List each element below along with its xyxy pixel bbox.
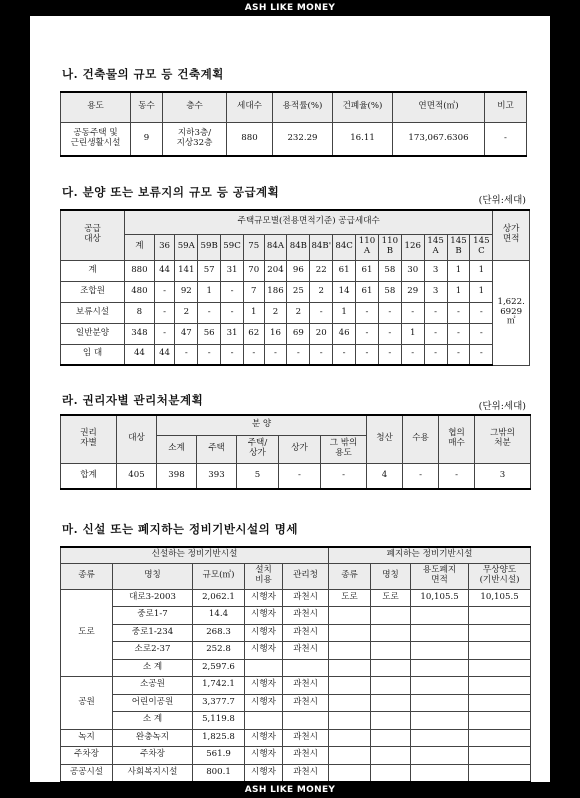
table-cell: -: [401, 302, 424, 323]
row-label: 일반분양: [61, 323, 125, 344]
table-cell: 시행자: [245, 747, 283, 765]
category-label: 공원: [61, 677, 113, 730]
table-cell: -: [401, 344, 424, 365]
table-cell: 25: [287, 281, 310, 302]
category-label: 도로: [61, 589, 113, 677]
table-row: [61, 747, 531, 765]
table-cell: 시행자: [245, 764, 283, 782]
column-header: 84B: [287, 234, 310, 260]
building-plan-table: [60, 91, 527, 157]
column-header: 59B: [198, 234, 221, 260]
empty-cell: [371, 712, 411, 730]
column-header: 소계: [157, 435, 197, 463]
table-cell: 과천시: [283, 677, 329, 695]
column-group-header: 신설하는 정비기반시설: [61, 547, 329, 563]
column-header: 동수: [131, 92, 163, 122]
empty-cell: [411, 764, 469, 782]
table-cell: -: [356, 323, 379, 344]
empty-cell: [469, 659, 531, 677]
table-row: [61, 415, 531, 435]
table-cell: -: [287, 344, 310, 365]
table-cell: 2,597.6: [193, 659, 245, 677]
table-cell: -: [264, 344, 287, 365]
column-header: 규모(㎡): [193, 563, 245, 589]
shop-area-cell: 1,622. 6929 ㎡: [493, 260, 530, 365]
table-cell: 44: [154, 344, 175, 365]
column-header: 협의 매수: [439, 415, 475, 463]
column-header: 청산: [367, 415, 403, 463]
table-cell: 252.8: [193, 642, 245, 660]
column-header: 84B': [310, 234, 333, 260]
table-cell: -: [485, 122, 527, 156]
empty-cell: [329, 694, 371, 712]
table-cell: 29: [401, 281, 424, 302]
column-header: 세대수: [227, 92, 273, 122]
column-header: 건폐율(%): [333, 92, 393, 122]
empty-cell: [371, 747, 411, 765]
column-header: 종류: [61, 563, 113, 589]
table-cell: 과천시: [283, 607, 329, 625]
empty-cell: [411, 677, 469, 695]
table-cell: 1: [243, 302, 264, 323]
table-cell: 공동주택 및 근린생활시설: [61, 122, 131, 156]
table-cell: 과천시: [283, 589, 329, 607]
column-header: 59A: [175, 234, 198, 260]
table-cell: -: [175, 344, 198, 365]
table-cell: -: [447, 323, 470, 344]
row-label: 보류시설: [61, 302, 125, 323]
empty-cell: [329, 747, 371, 765]
top-banner: ASH LIKE MONEY: [0, 0, 580, 16]
column-header: 145 C: [470, 234, 493, 260]
table-cell: 소 계: [113, 659, 193, 677]
table-cell: 405: [117, 463, 157, 489]
table-cell: 1,825.8: [193, 729, 245, 747]
table-cell: 69: [287, 323, 310, 344]
table-cell: 173,067.6306: [393, 122, 485, 156]
empty-cell: [329, 677, 371, 695]
table-cell: 348: [125, 323, 155, 344]
column-header: 연면적(㎡): [393, 92, 485, 122]
table-cell: 96: [287, 260, 310, 281]
table-cell: 30: [401, 260, 424, 281]
table-cell: 62: [243, 323, 264, 344]
table-cell: -: [198, 344, 221, 365]
column-header: 용적률(%): [273, 92, 333, 122]
table-row: [61, 642, 531, 660]
table-cell: 소공원: [113, 677, 193, 695]
empty-cell: [371, 624, 411, 642]
empty-cell: [371, 607, 411, 625]
table-cell: -: [439, 463, 475, 489]
table-cell: 3: [424, 260, 447, 281]
table-cell: 1: [470, 260, 493, 281]
table-cell: 8: [125, 302, 155, 323]
infrastructure-table: [60, 546, 531, 783]
table-cell: 시행자: [245, 624, 283, 642]
table-row: [61, 712, 531, 730]
table-cell: [283, 712, 329, 730]
column-header: 종류: [329, 563, 371, 589]
column-header: 명칭: [371, 563, 411, 589]
rights-plan-table: [60, 414, 531, 490]
table-cell: -: [243, 344, 264, 365]
column-header: 관리청: [283, 563, 329, 589]
table-cell: 44: [125, 344, 155, 365]
table-row: [61, 302, 530, 323]
column-header: 110 B: [378, 234, 401, 260]
table-cell: 3: [475, 463, 531, 489]
table-cell: 92: [175, 281, 198, 302]
empty-cell: [411, 747, 469, 765]
table-cell: 22: [310, 260, 333, 281]
table-cell: 14.4: [193, 607, 245, 625]
empty-cell: [329, 642, 371, 660]
table-cell: 204: [264, 260, 287, 281]
table-row: [61, 624, 531, 642]
table-cell: 16: [264, 323, 287, 344]
table-row: [61, 323, 530, 344]
rights-unit-label: (단위:세대): [478, 401, 526, 412]
table-cell: 1: [401, 323, 424, 344]
table-cell: 10,105.5: [469, 589, 531, 607]
empty-cell: [371, 764, 411, 782]
empty-cell: [371, 677, 411, 695]
column-header: 145 A: [424, 234, 447, 260]
table-cell: 393: [197, 463, 237, 489]
column-header: 명칭: [113, 563, 193, 589]
column-header: 층수: [163, 92, 227, 122]
table-cell: 186: [264, 281, 287, 302]
column-header: 75: [243, 234, 264, 260]
empty-cell: [469, 747, 531, 765]
column-header: 그밖의 처분: [475, 415, 531, 463]
table-row: [61, 694, 531, 712]
table-cell: 시행자: [245, 694, 283, 712]
column-header: 수용: [403, 415, 439, 463]
table-cell: -: [378, 344, 401, 365]
table-cell: -: [447, 302, 470, 323]
table-cell: -: [470, 323, 493, 344]
empty-cell: [411, 659, 469, 677]
column-header: 주택규모별(전용면적기준) 공급세대수: [125, 210, 493, 234]
table-cell: -: [221, 344, 244, 365]
table-cell: -: [403, 463, 439, 489]
row-label: 계: [61, 260, 125, 281]
empty-cell: [469, 729, 531, 747]
table-row: [61, 764, 531, 782]
supply-plan-table: [60, 209, 530, 366]
table-cell: -: [356, 302, 379, 323]
table-cell: 5: [237, 463, 279, 489]
table-cell: [283, 659, 329, 677]
table-cell: 20: [310, 323, 333, 344]
table-cell: 14: [333, 281, 356, 302]
table-cell: 880: [227, 122, 273, 156]
empty-cell: [411, 694, 469, 712]
empty-cell: [469, 624, 531, 642]
column-group-header: 폐지하는 정비기반시설: [329, 547, 531, 563]
table-cell: 합계: [61, 463, 117, 489]
column-header: 대상: [117, 415, 157, 463]
column-header: 공급 대상: [61, 210, 125, 260]
table-cell: 16.11: [333, 122, 393, 156]
table-cell: 3,377.7: [193, 694, 245, 712]
table-cell: 과천시: [283, 729, 329, 747]
table-row: [61, 677, 531, 695]
table-cell: 61: [333, 260, 356, 281]
table-cell: -: [198, 302, 221, 323]
column-header: 59C: [221, 234, 244, 260]
empty-cell: [411, 607, 469, 625]
empty-cell: [469, 712, 531, 730]
table-cell: 31: [221, 260, 244, 281]
table-cell: 1: [470, 281, 493, 302]
supply-unit-label: (단위:세대): [478, 195, 526, 206]
table-cell: -: [310, 344, 333, 365]
table-cell: 561.9: [193, 747, 245, 765]
table-cell: 141: [175, 260, 198, 281]
table-cell: 지하3층/ 지상32층: [163, 122, 227, 156]
table-row: [61, 344, 530, 365]
table-cell: 시행자: [245, 589, 283, 607]
table-cell: -: [470, 302, 493, 323]
table-cell: 시행자: [245, 607, 283, 625]
empty-cell: [329, 764, 371, 782]
empty-cell: [411, 729, 469, 747]
empty-cell: [411, 712, 469, 730]
column-header: 설치 비용: [245, 563, 283, 589]
table-row: [61, 260, 530, 281]
table-row: [61, 659, 531, 677]
table-cell: 46: [333, 323, 356, 344]
table-cell: -: [154, 281, 175, 302]
column-header: 36: [154, 234, 175, 260]
table-cell: 2: [310, 281, 333, 302]
table-row: [61, 563, 531, 589]
table-cell: 2,062.1: [193, 589, 245, 607]
table-cell: 2: [175, 302, 198, 323]
table-cell: -: [279, 463, 321, 489]
column-header: 비고: [485, 92, 527, 122]
empty-cell: [469, 677, 531, 695]
table-cell: -: [154, 302, 175, 323]
row-label: 임 대: [61, 344, 125, 365]
empty-cell: [411, 642, 469, 660]
column-header: 용도폐지 면적: [411, 563, 469, 589]
table-cell: 2: [287, 302, 310, 323]
table-cell: 도로: [329, 589, 371, 607]
section-title-building: 나. 건축물의 규모 등 건축계획: [62, 67, 224, 81]
table-row: [61, 210, 530, 234]
column-header: 그 밖의 용도: [321, 435, 367, 463]
table-cell: 어린이공원: [113, 694, 193, 712]
table-cell: -: [447, 344, 470, 365]
table-cell: 1,742.1: [193, 677, 245, 695]
table-header-row: [61, 92, 527, 122]
column-header: 권리 자별: [61, 415, 117, 463]
table-cell: 880: [125, 260, 155, 281]
table-cell: 소로2-37: [113, 642, 193, 660]
table-cell: 시행자: [245, 677, 283, 695]
table-cell: 주차장: [113, 747, 193, 765]
table-cell: -: [310, 302, 333, 323]
column-header: 무상양도 (기반시설): [469, 563, 531, 589]
column-header: 계: [125, 234, 155, 260]
table-cell: 도로: [371, 589, 411, 607]
table-cell: 1: [333, 302, 356, 323]
table-cell: -: [333, 344, 356, 365]
table-cell: 44: [154, 260, 175, 281]
empty-cell: [469, 694, 531, 712]
table-cell: 3: [424, 281, 447, 302]
table-cell: 70: [243, 260, 264, 281]
table-cell: [245, 659, 283, 677]
table-row: [61, 589, 531, 607]
table-cell: 시행자: [245, 642, 283, 660]
table-cell: 58: [378, 281, 401, 302]
table-cell: 과천시: [283, 694, 329, 712]
table-cell: 10,105.5: [411, 589, 469, 607]
section-title-supply: 다. 분양 또는 보류지의 규모 등 공급계획: [62, 185, 280, 199]
table-cell: 268.3: [193, 624, 245, 642]
empty-cell: [329, 712, 371, 730]
table-cell: 56: [198, 323, 221, 344]
table-cell: 9: [131, 122, 163, 156]
table-cell: 31: [221, 323, 244, 344]
table-row: [61, 281, 530, 302]
table-cell: -: [378, 302, 401, 323]
empty-cell: [469, 642, 531, 660]
document-page: [30, 16, 550, 782]
category-label: 녹지: [61, 729, 113, 747]
table-cell: -: [321, 463, 367, 489]
category-label: 주차장: [61, 747, 113, 765]
empty-cell: [371, 659, 411, 677]
bottom-banner: ASH LIKE MONEY: [0, 782, 580, 798]
column-header: 상가: [279, 435, 321, 463]
column-header: 126: [401, 234, 424, 260]
table-row: [61, 463, 531, 489]
section-title-rights: 라. 권리자별 관리처분계획: [62, 393, 204, 407]
table-cell: -: [424, 302, 447, 323]
section-title-infra: 마. 신설 또는 폐지하는 정비기반시설의 명세: [62, 522, 298, 536]
table-cell: 4: [367, 463, 403, 489]
table-cell: 232.29: [273, 122, 333, 156]
table-row: [61, 607, 531, 625]
table-cell: 1: [198, 281, 221, 302]
table-cell: 1: [447, 281, 470, 302]
empty-cell: [469, 607, 531, 625]
column-header: 110 A: [356, 234, 379, 260]
table-cell: 대로3-2003: [113, 589, 193, 607]
empty-cell: [411, 624, 469, 642]
table-cell: -: [378, 323, 401, 344]
table-cell: 과천시: [283, 764, 329, 782]
table-cell: 800.1: [193, 764, 245, 782]
table-cell: 중로1-234: [113, 624, 193, 642]
table-cell: -: [424, 323, 447, 344]
table-cell: 2: [264, 302, 287, 323]
table-cell: 57: [198, 260, 221, 281]
table-cell: 중로1-7: [113, 607, 193, 625]
table-cell: [245, 712, 283, 730]
table-cell: -: [221, 302, 244, 323]
table-cell: -: [221, 281, 244, 302]
table-cell: 61: [356, 260, 379, 281]
table-cell: -: [424, 344, 447, 365]
table-cell: 398: [157, 463, 197, 489]
column-header: 분 양: [157, 415, 367, 435]
table-cell: 사회복지시설: [113, 764, 193, 782]
table-cell: 완충녹지: [113, 729, 193, 747]
table-cell: 61: [356, 281, 379, 302]
empty-cell: [329, 729, 371, 747]
empty-cell: [329, 607, 371, 625]
category-label: 공공시설: [61, 764, 113, 782]
table-cell: -: [154, 323, 175, 344]
empty-cell: [469, 764, 531, 782]
table-cell: 480: [125, 281, 155, 302]
column-header: 84A: [264, 234, 287, 260]
table-cell: 과천시: [283, 642, 329, 660]
table-row: [61, 547, 531, 563]
column-header: 주택/ 상가: [237, 435, 279, 463]
table-cell: 시행자: [245, 729, 283, 747]
table-cell: 58: [378, 260, 401, 281]
table-row: [61, 122, 527, 156]
column-header: 주택: [197, 435, 237, 463]
empty-cell: [329, 624, 371, 642]
table-row: [61, 234, 530, 260]
column-header: 145 B: [447, 234, 470, 260]
table-cell: 1: [447, 260, 470, 281]
column-header: 상가 면적: [493, 210, 530, 260]
empty-cell: [371, 642, 411, 660]
table-row: [61, 729, 531, 747]
empty-cell: [371, 694, 411, 712]
table-cell: -: [470, 344, 493, 365]
table-cell: 47: [175, 323, 198, 344]
empty-cell: [329, 659, 371, 677]
table-cell: 과천시: [283, 624, 329, 642]
table-cell: 7: [243, 281, 264, 302]
table-cell: -: [356, 344, 379, 365]
column-header: 84C: [333, 234, 356, 260]
column-header: 용도: [61, 92, 131, 122]
row-label: 조합원: [61, 281, 125, 302]
table-cell: 5,119.8: [193, 712, 245, 730]
table-cell: 과천시: [283, 747, 329, 765]
empty-cell: [371, 729, 411, 747]
table-cell: 소 계: [113, 712, 193, 730]
